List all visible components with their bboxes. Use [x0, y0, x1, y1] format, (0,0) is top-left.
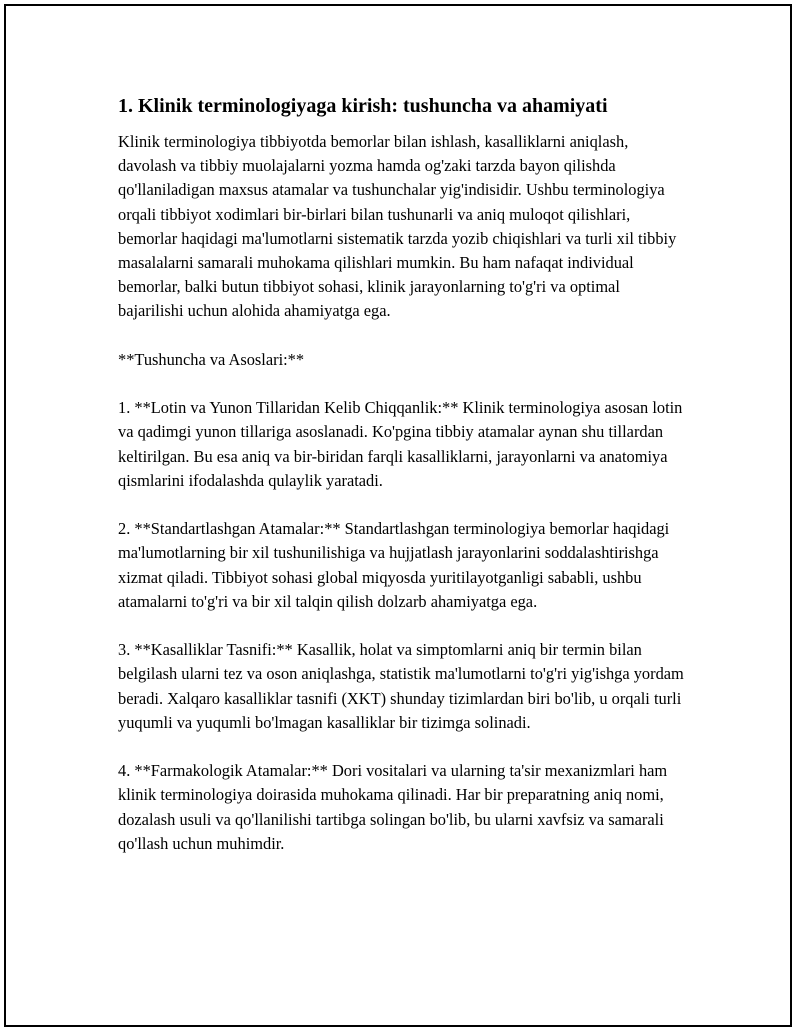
list-item-paragraph: 3. **Kasalliklar Tasnifi:** Kasallik, holat va simptomlarni aniq bir termin bilan belgilash ularni tez va oson aniqlashga, statistik ma'lumotlarni to'g'ri yig'ishga yordam beradi. Xalqaro kasalliklar tasnifi (XKT) shunday tizimlardan biri bo'lib, u orqali turli yuqumli va yuqumli bo'lmagan kasalliklar bir tizimga solinadi. [118, 640, 684, 732]
document-body [118, 92, 688, 880]
list-item-paragraph: 4. **Farmakologik Atamalar:** Dori vositalari va ularning ta'sir mexanizmlari ham klinik terminologiya doirasida muhokama qilinadi. Har bir preparatning aniq nomi, dozalash usuli va qo'llanilishi tartibga solingan bo'lib, bu ularni xavfsiz va samarali qo'llash uchun muhimdir. [118, 761, 668, 853]
intro-paragraph: Klinik terminologiya tibbiyotda bemorlar bilan ishlash, kasalliklarni aniqlash, davolash va tibbiy muolajalarni yozma hamda og'zaki tarzda bayon qilishda qo'llaniladigan maxsus atamalar va tushunchalar yig'indisidir. Ushbu terminologiya orqali tibbiyot xodimlari bir-birlari bilan tushunarli va aniq muloqot qilishlari, bemorlar haqidagi ma'lumotlarni sistematik tarzda yozib chiqishlari va turli xil tibbiy masalalarni samarali muhokama qilishlari mumkin. Bu ham nafaqat individual bemorlar, balki butun tibbiyot sohasi, klinik jarayonlarning to'g'ri va optimal bajarilishi uchun alohida ahamiyatga ega. [118, 132, 677, 321]
list-item-paragraph: 2. **Standartlashgan Atamalar:** Standartlashgan terminologiya bemorlar haqidagi ma'lumotlarning bir xil tushunilishiga va hujjatlash jarayonlarini soddalashtirishga xizmat qiladi. Tibbiyot sohasi global miqyosda yuritilayotganligi sababli, ushbu atamalarni to'g'ri va bir xil talqin qilish dolzarb ahamiyatga ega. [118, 519, 670, 611]
list-item-paragraph: 1. **Lotin va Yunon Tillaridan Kelib Chiqqanlik:** Klinik terminologiya asosan lotin va qadimgi yunon tillariga asoslanadi. Ko'pgina tibbiy atamalar aynan shu tillardan keltirilgan. Bu esa aniq va bir-biridan farqli kasalliklarni, jarayonlarni va anatomiya qismlarini ifodalashda qulaylik yaratadi. [118, 398, 683, 490]
subheading-paragraph: **Tushuncha va Asoslari:** [118, 349, 305, 369]
section-title: 1. Klinik terminologiyaga kirish: tushuncha va ahamiyati [118, 95, 608, 117]
